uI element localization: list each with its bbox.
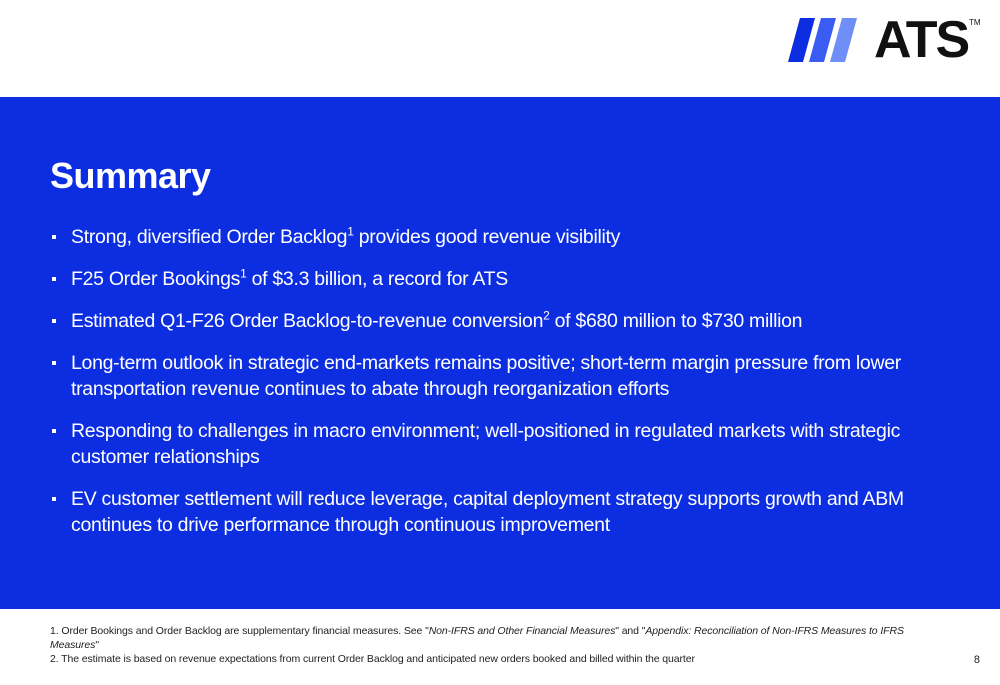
bullet-item: EV customer settlement will reduce leverage, capital deployment strategy supports growth and ABM continues to drive performance through continuous improvement [50, 486, 930, 538]
bullet-item: Long-term outlook in strategic end-markets remains positive; short-term margin pressure from lower transportation revenue continues to abate through reorganization efforts [50, 350, 930, 402]
logo-stripes-icon [788, 16, 878, 66]
bullet-marker-icon [52, 319, 56, 323]
page-number: 8 [973, 654, 980, 666]
content-panel [0, 97, 1000, 609]
trademark-mark: TM [969, 18, 981, 27]
bullet-item: Estimated Q1-F26 Order Backlog-to-revenue conversion$^2$ of $680 million to $730 million [50, 308, 930, 334]
footnote-ref: 1 [347, 224, 354, 239]
slide-header [0, 0, 1000, 97]
footnote-2: 2. The estimate is based on revenue expectations from current Order Backlog and anticipated new orders booked and billed within the quarter [50, 653, 695, 665]
bullet-marker-icon [52, 429, 56, 433]
logo-wordmark: ATS [874, 11, 969, 69]
footnote-ref: 1 [240, 266, 247, 281]
ats-logo [788, 11, 981, 69]
slide-title: Summary [50, 155, 211, 196]
bullet-marker-icon [52, 361, 56, 365]
bullet-marker-icon [52, 497, 56, 501]
bullet-marker-icon [52, 235, 56, 239]
bullet-item: Strong, diversified Order Backlog$^1$ provides good revenue visibility [50, 224, 930, 250]
bullet-item: Responding to challenges in macro environment; well-positioned in regulated markets with strategic customer relationships [50, 418, 930, 470]
bullet-item: F25 Order Bookings$^1$ of $3.3 billion, a record for ATS [50, 266, 930, 292]
footnote-1: 1. Order Bookings and Order Backlog are supplementary financial measures. See "Non-IFRS and Other Financial Measures" and "Appendix: Reconciliation of Non-IFRS Measures to IFRS Measures" [50, 625, 904, 651]
summary-bullet-list [50, 224, 930, 554]
footnote-ref: 2 [543, 308, 550, 323]
footnotes [50, 624, 920, 666]
bullet-marker-icon [52, 277, 56, 281]
